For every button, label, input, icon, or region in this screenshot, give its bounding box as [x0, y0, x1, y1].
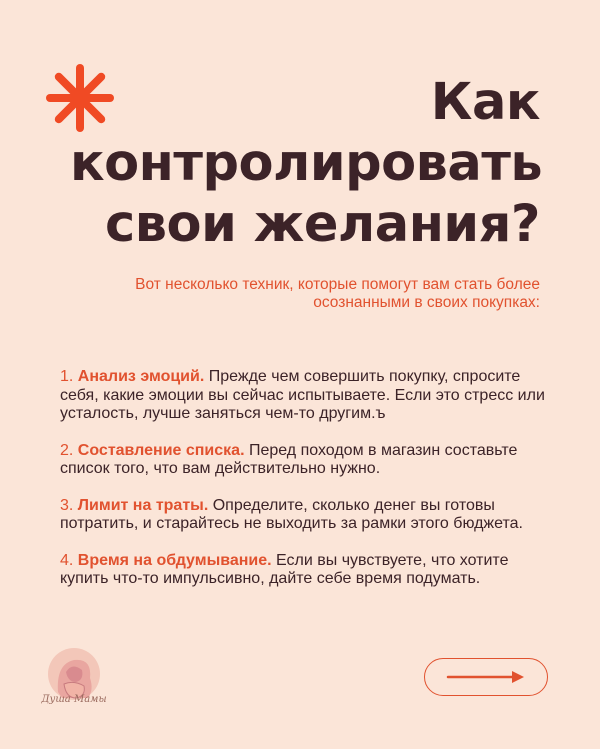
title-line-3: свои желания? — [105, 195, 540, 254]
next-button[interactable] — [424, 658, 548, 696]
tip-heading: Составление списка. — [77, 441, 245, 459]
tip-text: Прежде чем совершить покупку, спросите себя, какие эмоции вы сейчас испытываете. Если это стресс или усталость, лучше заняться чем-то другим.ъ — [60, 368, 545, 422]
tip-number: 1. — [60, 368, 78, 385]
tip-item — [60, 442, 550, 479]
subtitle-line-1: Вот несколько техник, которые помогут вам стать более — [135, 276, 540, 293]
subtitle — [100, 276, 540, 312]
tips-list — [60, 368, 550, 607]
tip-number: 3. — [60, 496, 74, 514]
tip-heading: Время на обдумывание. — [77, 551, 272, 569]
tip-text: Определите, сколько денег вы готовы потратить, и старайтесь не выходить за рамки этого бюджета. — [60, 496, 523, 532]
tip-text: Перед походом в магазин составьте список того, что вам действительно нужно. — [60, 441, 518, 477]
logo-text: Душа Мамы — [41, 694, 107, 705]
tip-item — [60, 552, 550, 589]
tip-number: 2. — [60, 441, 78, 459]
tip-heading: Анализ эмоций. — [77, 368, 205, 385]
tip-heading: Лимит на траты. — [73, 496, 209, 514]
tip-item — [60, 497, 550, 534]
subtitle-line-2: осознанными в своих покупках: — [313, 294, 540, 311]
title-line-1: Как — [430, 73, 540, 132]
arrow-right-icon — [446, 670, 526, 684]
tip-item — [60, 368, 550, 424]
tip-number: 4. — [60, 551, 78, 569]
tip-text: Если вы чувствуете, что хотите купить что-то импульсивно, дайте себе время подумать. — [60, 551, 509, 587]
title-line-2: контролировать — [70, 134, 543, 193]
page-title — [70, 72, 543, 255]
